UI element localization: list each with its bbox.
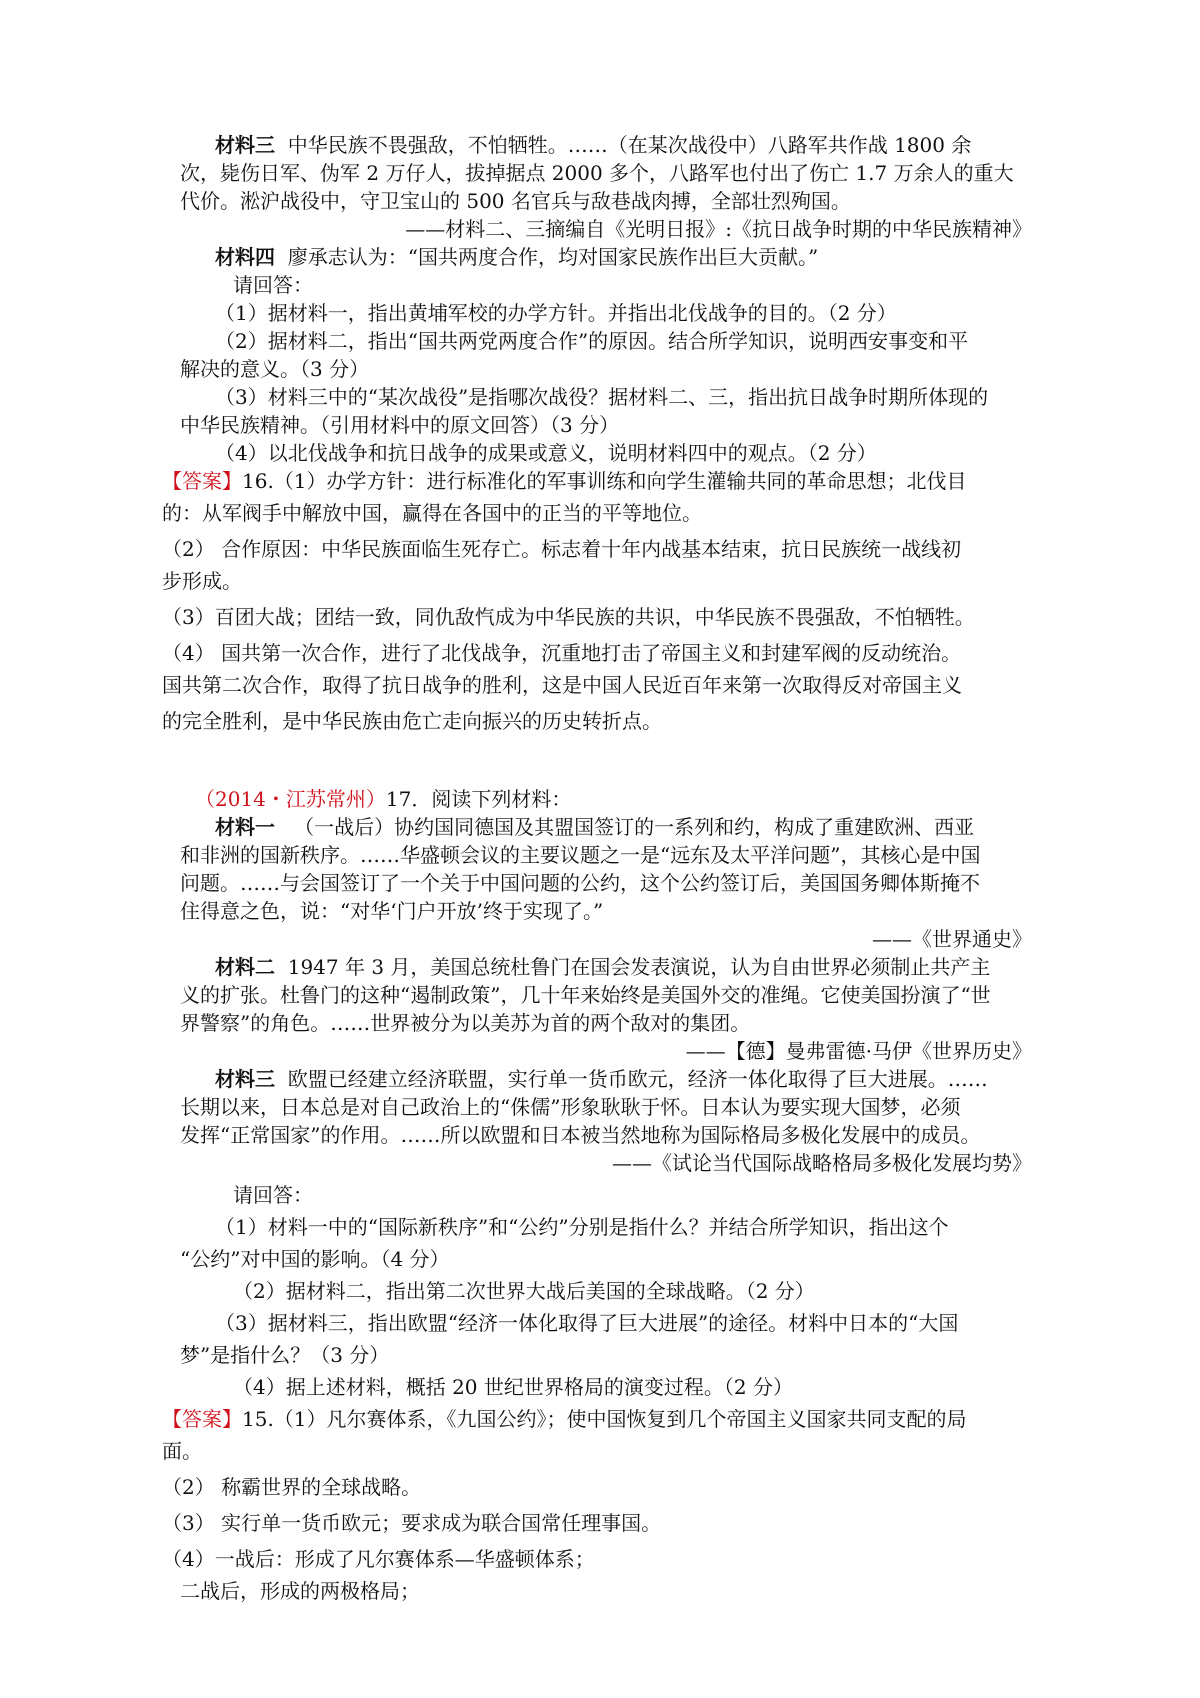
s1-material3-line3: 代价。淞沪战役中，守卫宝山的 500 名官兵与敌巷战肉搏，全部壮烈殉国。 — [180, 189, 851, 213]
s2-answer3: （3） 实行单一货币欧元；要求成为联合国常任理事国。 — [162, 1511, 662, 1535]
s1-material3-line2: 次，毙伤日军、伪军 2 万仔人，拔掉据点 2000 多个，八路军也付出了伤亡 1.7 万余人的重大 — [180, 161, 1014, 185]
s2-material1-line1: 材料一 （一战后）协约国同德国及其盟国签订的一系列和约，构成了重建欧洲、西亚 — [215, 815, 975, 839]
s1-material3-line1: 材料三 中华民族不畏强敌，不怕牺牲。……（在某次战役中）八路军共作战 1800 余 — [215, 133, 972, 157]
s2-answer2: （2） 称霸世界的全球战略。 — [162, 1475, 422, 1499]
s2-material3-source: ——《试论当代国际战略格局多极化发展均势》 — [612, 1151, 1032, 1175]
s2-material2-line3: 界警察”的角色。……世界被分为以美苏为首的两个敌对的集团。 — [180, 1011, 751, 1035]
s2-material1-line4: 住得意之色，说：“对华‘门户开放’终于实现了。” — [180, 899, 604, 923]
s1-question3-line1: （3）材料三中的“某次战役”是指哪次战役？据材料二、三，指出抗日战争时期所体现的 — [215, 385, 989, 409]
s1-answer4-line3: 的完全胜利，是中华民族由危亡走向振兴的历史转折点。 — [162, 709, 662, 733]
s2-question4: （4）据上述材料，概括 20 世纪世界格局的演变过程。（2 分） — [233, 1375, 793, 1399]
s1-answer2-line2: 步形成。 — [162, 569, 242, 593]
s1-answer-line1: 【答案】16.（1）办学方针：进行标准化的军事训练和向学生灌输共同的革命思想；北伐目 — [162, 469, 967, 493]
s2-answer-line2: 面。 — [162, 1439, 202, 1463]
s1-answer4-line2: 国共第二次合作，取得了抗日战争的胜利，这是中国人民近百年来第一次取得反对帝国主义 — [162, 673, 962, 697]
s2-header: （2014・江苏常州）17．阅读下列材料： — [195, 787, 572, 811]
s1-answer-line2: 的：从军阀手中解放中国，赢得在各国中的正当的平等地位。 — [162, 501, 702, 525]
s1-question3-line2: 中华民族精神。（引用材料中的原文回答）（3 分） — [180, 413, 620, 437]
s2-question3-line2: 梦”是指什么？（3 分） — [180, 1343, 390, 1367]
s1-question4: （4）以北伐战争和抗日战争的成果或意义，说明材料四中的观点。（2 分） — [215, 441, 877, 465]
s2-question1-line1: （1）材料一中的“国际新秩序”和“公约”分别是指什么？并结合所学知识，指出这个 — [215, 1215, 949, 1239]
s2-material1-label: 材料一 — [215, 815, 275, 839]
s1-material3-source: ——材料二、三摘编自《光明日报》:《抗日战争时期的中华民族精神》 — [405, 217, 1032, 241]
s1-material3-label: 材料三 — [215, 133, 275, 157]
s2-answer-tag: 【答案】 — [162, 1407, 242, 1431]
s1-prompt: 请回答： — [233, 273, 313, 297]
s2-question1-line2: “公约”对中国的影响。（4 分） — [180, 1247, 450, 1271]
s2-prompt: 请回答： — [233, 1183, 313, 1207]
s1-answer3: （3）百团大战；团结一致，同仇敌忾成为中华民族的共识，中华民族不畏强敌，不怕牺牲。 — [162, 605, 975, 629]
s2-material3-label: 材料三 — [215, 1067, 275, 1091]
s1-answer4-line1: （4） 国共第一次合作，进行了北伐战争，沉重地打击了帝国主义和封建军阀的反动统治。 — [162, 641, 962, 665]
s2-material2-line1: 材料二 1947 年 3 月，美国总统杜鲁门在国会发表演说，认为自由世界必须制止共产主 — [215, 955, 991, 979]
s1-material4-label: 材料四 — [215, 245, 275, 269]
s2-material3-line2: 长期以来，日本总是对自己政治上的“侏儒”形象耿耿于怀。日本认为要实现大国梦，必须 — [180, 1095, 961, 1119]
s2-header-tag: （2014・江苏常州） — [195, 787, 386, 811]
s2-answer-line1: 【答案】15.（1）凡尔赛体系，《九国公约》；使中国恢复到几个帝国主义国家共同支配的局 — [162, 1407, 967, 1431]
s2-answer4-line2: 二战后，形成的两极格局； — [180, 1579, 420, 1603]
s2-material2-label: 材料二 — [215, 955, 275, 979]
s1-question1: （1）据材料一，指出黄埔军校的办学方针。并指出北伐战争的目的。（2 分） — [215, 301, 897, 325]
s2-answer4-line1: （4）一战后：形成了凡尔赛体系—华盛顿体系； — [162, 1547, 595, 1571]
s1-answer-tag: 【答案】 — [162, 469, 242, 493]
s2-material1-line2: 和非洲的国新秩序。……华盛顿会议的主要议题之一是“远东及太平洋问题”，其核心是中国 — [180, 843, 981, 867]
s2-material2-line2: 义的扩张。杜鲁门的这种“遏制政策”，几十年来始终是美国外交的准绳。它使美国扮演了“世 — [180, 983, 991, 1007]
s2-material2-source: ——【德】曼弗雷德·马伊《世界历史》 — [685, 1039, 1032, 1063]
s2-material1-line3: 问题。……与会国签订了一个关于中国问题的公约，这个公约签订后，美国国务卿体斯掩不 — [180, 871, 980, 895]
s1-question2-line1: （2）据材料二，指出“国共两党两度合作”的原因。结合所学知识，说明西安事变和平 — [215, 329, 969, 353]
s2-material1-source: ——《世界通史》 — [872, 927, 1032, 951]
s2-material3-line3: 发挥“正常国家”的作用。……所以欧盟和日本被当然地称为国际格局多极化发展中的成员。 — [180, 1123, 981, 1147]
s2-question3-line1: （3）据材料三，指出欧盟“经济一体化取得了巨大进展”的途径。材料中日本的“大国 — [215, 1311, 959, 1335]
s1-question2-line2: 解决的意义。（3 分） — [180, 357, 370, 381]
s1-material4: 材料四 廖承志认为：“国共两度合作，均对国家民族作出巨大贡献。” — [215, 245, 819, 269]
s2-material3-line1: 材料三 欧盟已经建立经济联盟，实行单一货币欧元，经济一体化取得了巨大进展。…… — [215, 1067, 988, 1091]
s1-answer2-line1: （2） 合作原因：中华民族面临生死存亡。标志着十年内战基本结束，抗日民族统一战线初 — [162, 537, 962, 561]
s2-question2: （2）据材料二，指出第二次世界大战后美国的全球战略。（2 分） — [233, 1279, 815, 1303]
